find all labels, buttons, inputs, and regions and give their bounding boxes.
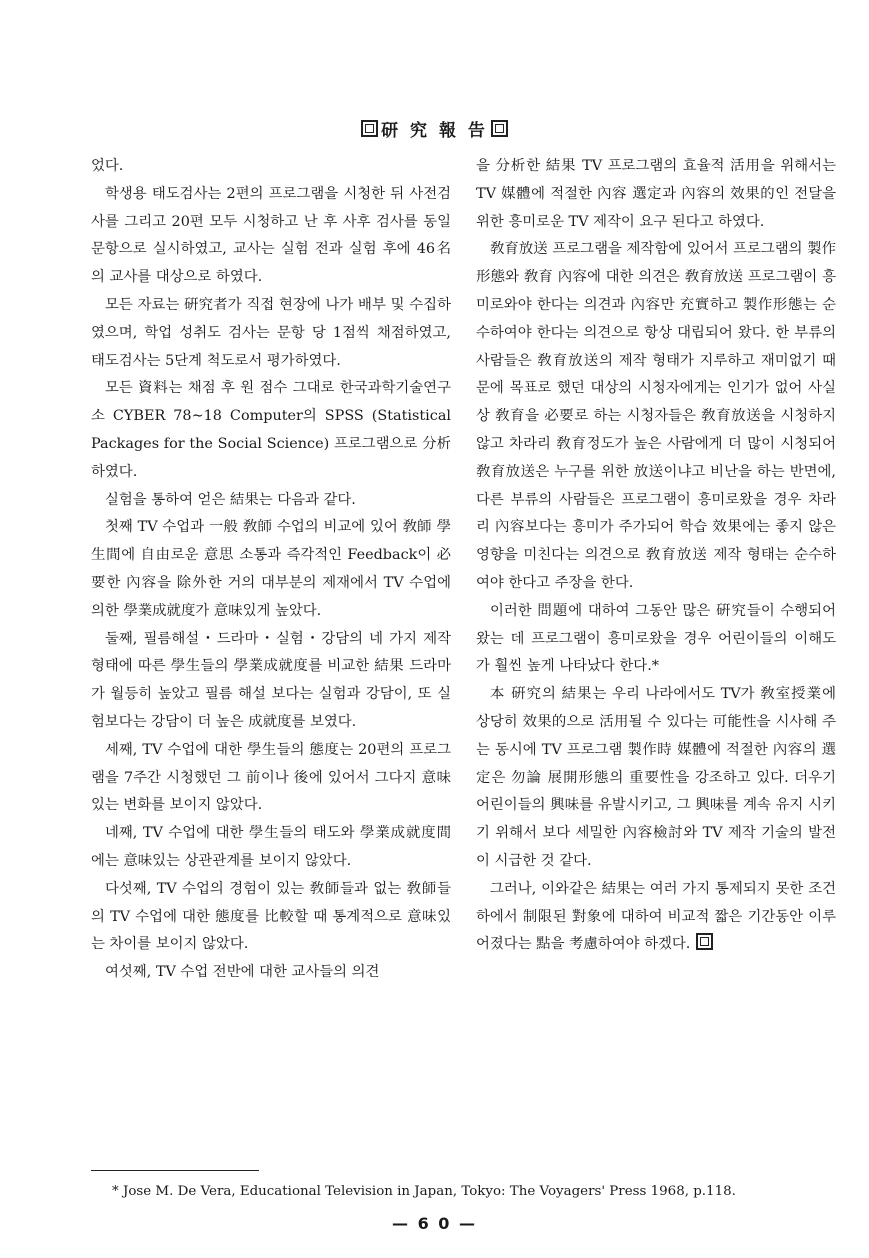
page-number: — 6 0 — <box>392 1214 477 1233</box>
paragraph: 本 硏究의 結果는 우리 나라에서도 TV가 敎室授業에 상당히 效果的으로 活用될 수 있다는 可能性을 시사해 주는 동시에 TV 프로그램 製作時 媒體에 적절한 內容의 選定은 勿論 展開形態의 重要性을 강조하고 있다. 더우기 어린이들의 興味를 유발시키고, 그 興味를 계속 유지 시키기 위해서 보다 세밀한 內容檢討와 TV 제작 기술의 발전이 시급한 것 같다. <box>476 686 836 869</box>
paragraph-text: 그러나, 이와같은 結果는 여러 가지 통제되지 못한 조건하에서 制限된 對象에 대하여 비교적 짧은 기간동안 이루어졌다는 點을 考慮하여야 하겠다. <box>476 880 836 953</box>
header-title: 研 究 報 告 <box>381 121 488 141</box>
footnote: * Jose M. De Vera, Educational Television in Japan, Tokyo: The Voyagers' Press 1968, p.118. <box>112 1184 736 1199</box>
footnote-rule <box>91 1170 259 1171</box>
paragraph: 첫째 TV 수업과 一般 敎師 수업의 비교에 있어 敎師 學生間에 自由로운 意思 소통과 즉각적인 Feedback이 必要한 內容을 除外한 거의 대부분의 제재에서 TV 수업에 의한 學業成就度가 意味있게 높았다. <box>91 519 451 619</box>
paragraph: 여섯째, TV 수업 전반에 대한 교사들의 의견 <box>105 964 380 981</box>
paragraph: 실험을 통하여 얻은 結果는 다음과 같다. <box>105 491 356 508</box>
section-header <box>0 116 869 141</box>
box-ornament-icon <box>361 120 378 137</box>
end-mark-icon <box>696 933 713 950</box>
paragraph: 다섯째, TV 수업의 경험이 있는 敎師들과 없는 敎師들의 TV 수업에 대한 態度를 比較할 때 통계적으로 意味있는 차이를 보이지 않았다. <box>91 880 451 953</box>
paragraph: 을 分析한 結果 TV 프로그램의 효율적 活用을 위해서는 TV 媒體에 적절한 內容 選定과 內容의 效果的인 전달을 위한 흥미로운 TV 제작이 요구 된다고 하였다. <box>476 158 836 230</box>
paragraph: 모든 자료는 硏究者가 직접 현장에 나가 배부 및 수집하였으며, 학업 성취도 검사는 문항 당 1점씩 채점하였고, 태도검사는 5단계 척도로서 평가하였다. <box>91 296 451 369</box>
right-column <box>476 153 836 959</box>
paragraph: 둘째, 필름해설・드라마・실험・강담의 네 가지 제작 형태에 따른 學生들의 學業成就度를 비교한 結果 드라마가 월등히 높았고 필름 해설 보다는 실험과 강담이, 또 실험보다는 강담이 더 높은 成就度를 보였다. <box>91 630 451 730</box>
paragraph: 이러한 問題에 대하여 그동안 많은 硏究들이 수행되어 왔는 데 프로그램이 흥미로왔을 경우 어린이들의 이해도가 훨씬 높게 나타났다 한다.* <box>476 602 836 675</box>
paragraph: 敎育放送 프로그램을 제작함에 있어서 프로그램의 製作形態와 敎育 內容에 대한 의견은 敎育放送 프로그램이 흥미로와야 한다는 의견과 內容만 充實하고 製作形態는 순수하여야 한다는 의견으로 항상 대립되어 왔다. 한 부류의 사람들은 敎育放送의 제작 형태가 지루하고 재미없기 때문에 목표로 했던 대상의 시청자에게는 인기가 없어 사실상 敎育을 必要로 하는 시청자들은 敎育放送을 시청하지 않고 차라리 敎育정도가 높은 사람에게 더 많이 시청되어 敎育放送은 누구를 위한 放送이냐고 비난을 하는 반면에, 다른 부류의 사람들은 프로그램이 흥미로왔을 경우 차라리 內容보다는 흥미가 주가되어 학습 效果에는 좋지 않은 영향을 미친다는 의견으로 敎育放送 제작 형태는 순수하여야 한다고 주장을 한다. <box>476 241 836 591</box>
paragraph: 었다. <box>91 158 124 174</box>
left-column <box>91 153 451 987</box>
paragraph: 모든 資料는 채점 후 원 점수 그대로 한국과학기술연구소 CYBER 78∼18 Computer의 SPSS (Statistical Packages for the Social Science) 프로그램으로 分析하였다. <box>91 380 451 480</box>
paragraph: 세째, TV 수업에 대한 學生들의 態度는 20편의 프로그램을 7주간 시청했던 그 前이나 後에 있어서 그다지 意味있는 변화를 보이지 않았다. <box>91 741 451 814</box>
paragraph: 학생용 태도검사는 2편의 프로그램을 시청한 뒤 사전검사를 그리고 20편 모두 시청하고 난 후 사후 검사를 동일 문항으로 실시하였고, 교사는 실험 전과 실험 후에 46名의 교사를 대상으로 하였다. <box>91 185 451 286</box>
box-ornament-icon <box>491 120 508 137</box>
paragraph: 네째, TV 수업에 대한 學生들의 태도와 學業成就度間에는 意味있는 상관관계를 보이지 않았다. <box>91 825 451 869</box>
final-paragraph <box>476 876 836 959</box>
